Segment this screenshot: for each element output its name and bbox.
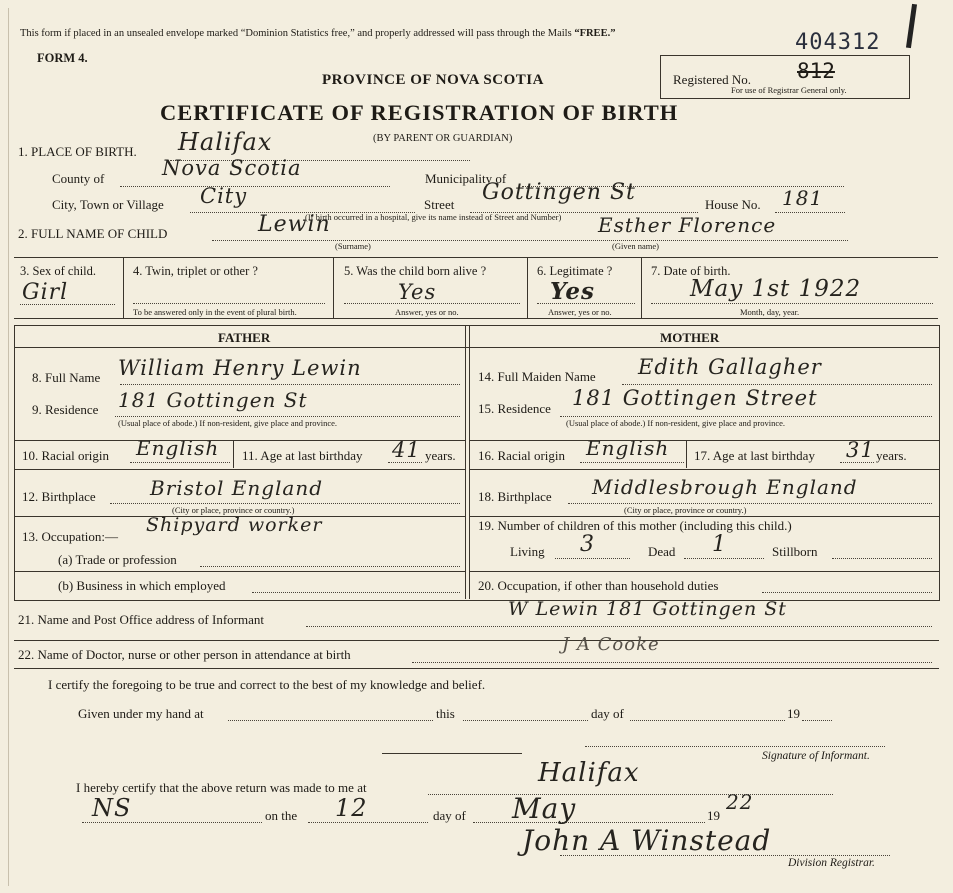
label-day-of: day of (591, 706, 624, 721)
line-mother-name (622, 384, 932, 385)
dob-note: Month, day, year. (740, 307, 800, 317)
registered-number-box (660, 55, 910, 99)
mother-race-age-divider (686, 440, 687, 468)
divider-1 (123, 257, 124, 318)
line-father-name (120, 384, 460, 385)
value-father-birthplace: Bristol England (150, 476, 324, 500)
value-made-at: Halifax (538, 758, 640, 788)
line-living (555, 558, 630, 559)
line-informant (306, 626, 932, 627)
line-made-at-2 (82, 822, 262, 823)
mother-birthplace-rule (469, 516, 939, 517)
label-on-the: on the (265, 808, 298, 823)
mother-race-rule-top (469, 440, 939, 441)
value-county: Nova Scotia (162, 156, 302, 180)
informant-rule (14, 640, 939, 641)
value-mother-residence: 181 Gottingen Street (572, 386, 818, 410)
label-house-no: House No. (705, 197, 761, 212)
label-father-age: 11. Age at last birthday (242, 448, 363, 463)
value-made-at-province: NS (92, 794, 132, 822)
value-street: Gottingen St (482, 180, 636, 205)
value-place-of-birth: Halifax (178, 128, 273, 156)
value-made-day: 12 (335, 794, 368, 822)
line-house (775, 212, 845, 213)
registered-number-label: Registered No. (673, 72, 751, 87)
line-mother-residence (560, 416, 932, 417)
registered-number-value: 812 (797, 59, 835, 83)
line-twin (133, 303, 325, 304)
label-stillborn: Stillborn (772, 544, 818, 559)
label-year-19-2: 19 (707, 808, 720, 823)
value-father-name: William Henry Lewin (118, 356, 362, 380)
parents-header-rule (14, 347, 939, 348)
divider-3 (527, 257, 528, 318)
value-father-occupation: Shipyard worker (146, 514, 323, 536)
value-sex: Girl (22, 280, 69, 305)
registered-number-note: For use of Registrar General only. (731, 85, 847, 95)
mother-birthplace-note: (City or place, province or country.) (624, 505, 747, 515)
father-race-rule-bottom (14, 469, 466, 470)
hospital-note: (If birth occurred in a hospital, give its name instead of Street and Number) (305, 212, 562, 222)
line-year (802, 720, 832, 721)
label-year-19: 19 (787, 706, 800, 721)
value-made-year: 22 (726, 790, 754, 814)
parents-divider-a (465, 325, 466, 599)
label-doctor: 22. Name of Doctor, nurse or other person in attendance at birth (18, 647, 351, 662)
label-hereby-certify: I hereby certify that the above return was made to me at (76, 780, 367, 795)
line-on-the (308, 822, 428, 823)
doctor-rule (14, 668, 939, 669)
alive-note: Answer, yes or no. (395, 307, 459, 317)
label-born-alive: 5. Was the child born alive ? (344, 264, 487, 278)
label-occupation: 13. Occupation:— (22, 529, 119, 544)
line-county (120, 186, 390, 187)
twin-note: To be answered only in the event of plural birth. (133, 307, 297, 317)
value-house-no: 181 (782, 186, 824, 210)
line-mother-birthplace (568, 503, 932, 504)
mother-children-rule (469, 571, 939, 572)
province-heading: PROVINCE OF NOVA SCOTIA (322, 72, 544, 88)
value-doctor: J A Cooke (562, 634, 660, 655)
rule-bottom-row (14, 318, 938, 319)
line-dead (684, 558, 764, 559)
value-father-residence: 181 Gottingen St (118, 388, 308, 412)
value-living: 3 (580, 532, 595, 557)
value-surname: Lewin (258, 212, 331, 237)
registration-stamp-number: 404312 (795, 30, 881, 55)
mail-notice: This form if placed in an unsealed envelope marked “Dominion Statistics free,” and properly addressed will pass through the Mails “FREE.” (20, 28, 616, 39)
divider-4 (641, 257, 642, 318)
label-mother-birthplace: 18. Birthplace (478, 489, 552, 504)
value-mother-age: 31 (846, 438, 875, 462)
line-stillborn (832, 558, 932, 559)
line-made-at (428, 794, 833, 795)
value-date-of-birth: May 1st 1922 (690, 276, 862, 302)
line-trade (200, 566, 460, 567)
line-day-of-2 (473, 822, 705, 823)
line-dob (651, 303, 933, 304)
label-father-name: 8. Full Name (32, 370, 101, 385)
label-trade: (a) Trade or profession (58, 552, 177, 567)
value-born-alive: Yes (398, 280, 437, 304)
label-living: Living (510, 544, 545, 559)
label-place-of-birth: 1. PLACE OF BIRTH. (18, 144, 137, 159)
line-mother-age (840, 462, 874, 463)
father-race-rule-top (14, 440, 466, 441)
document-subtitle: (BY PARENT OR GUARDIAN) (373, 133, 513, 144)
label-given-under: Given under my hand at (78, 706, 204, 721)
label-mother-name: 14. Full Maiden Name (478, 369, 596, 384)
father-race-age-divider (233, 440, 234, 468)
line-given-at (228, 720, 433, 721)
line-sig-informant (585, 746, 885, 747)
label-signature-informant: Signature of Informant. (762, 750, 870, 762)
father-residence-note: (Usual place of abode.) If non-resident, give place and province. (118, 418, 338, 428)
informant-signature-line (382, 753, 522, 754)
label-mother-residence: 15. Residence (478, 401, 551, 416)
label-date-of-birth: 7. Date of birth. (651, 264, 731, 278)
mother-residence-note: (Usual place of abode.) If non-resident, give place and province. (566, 418, 786, 428)
value-father-age: 41 (392, 438, 421, 462)
label-father-residence: 9. Residence (32, 402, 99, 417)
line-day-of (630, 720, 785, 721)
line-father-age (388, 462, 422, 463)
divider-2 (333, 257, 334, 318)
label-legitimate: 6. Legitimate ? (537, 264, 613, 278)
label-street: Street (424, 197, 455, 212)
father-trade-rule (14, 571, 466, 572)
value-made-month: May (512, 792, 577, 825)
label-father-years: years. (425, 448, 456, 463)
father-birthplace-note: (City or place, province or country.) (172, 505, 295, 515)
label-sex: 3. Sex of child. (20, 264, 97, 278)
mother-heading: MOTHER (660, 330, 720, 345)
line-this (463, 720, 588, 721)
value-dead: 1 (712, 532, 727, 557)
label-children: 19. Number of children of this mother (including this child.) (478, 518, 792, 533)
line-registrar (560, 855, 890, 856)
label-mother-race: 16. Racial origin (478, 448, 566, 463)
label-father-race: 10. Racial origin (22, 448, 110, 463)
value-given-name: Esther Florence (598, 213, 777, 237)
label-county: County of (52, 171, 105, 186)
label-mother-years: years. (876, 448, 907, 463)
value-mother-name: Edith Gallagher (638, 355, 822, 379)
line-child-name (212, 240, 848, 241)
label-mother-occupation: 20. Occupation, if other than household duties (478, 578, 719, 593)
certify-statement: I certify the foregoing to be true and correct to the best of my knowledge and belief. (48, 677, 486, 692)
legitimate-note: Answer, yes or no. (548, 307, 612, 317)
line-father-race (130, 462, 230, 463)
caption-given-name: (Given name) (612, 241, 659, 251)
line-business (252, 592, 460, 593)
label-dead: Dead (648, 544, 676, 559)
mother-race-rule-bottom (469, 469, 939, 470)
value-informant: W Lewin 181 Gottingen St (508, 598, 787, 620)
label-business: (b) Business in which employed (58, 578, 226, 593)
label-child-name: 2. FULL NAME OF CHILD (18, 226, 168, 241)
father-heading: FATHER (218, 330, 271, 345)
value-legitimate: Yes (550, 278, 596, 305)
label-father-birthplace: 12. Birthplace (22, 489, 96, 504)
label-informant: 21. Name and Post Office address of Informant (18, 612, 264, 627)
line-doctor (412, 662, 932, 663)
label-city: City, Town or Village (52, 197, 164, 212)
caption-surname: (Surname) (335, 241, 371, 251)
label-division-registrar: Division Registrar. (788, 857, 875, 869)
parents-divider-b (469, 325, 470, 599)
label-twin: 4. Twin, triplet or other ? (133, 264, 258, 278)
line-father-birthplace (110, 503, 460, 504)
value-mother-race: English (586, 436, 670, 460)
document-title: CERTIFICATE OF REGISTRATION OF BIRTH (160, 100, 679, 125)
label-mother-age: 17. Age at last birthday (694, 448, 815, 463)
rule-top-row (14, 257, 938, 258)
form-number: FORM 4. (37, 51, 88, 65)
line-father-residence (115, 416, 460, 417)
line-mother-occupation (762, 592, 932, 593)
label-municipality: Municipality of (425, 171, 507, 186)
label-this: this (436, 706, 455, 721)
value-mother-birthplace: Middlesbrough England (592, 475, 858, 499)
line-mother-race (580, 462, 684, 463)
label-day-of-2: day of (433, 808, 466, 823)
value-city: City (200, 184, 248, 208)
value-registrar-signature: John A Winstead (522, 824, 772, 857)
value-father-race: English (136, 436, 220, 460)
